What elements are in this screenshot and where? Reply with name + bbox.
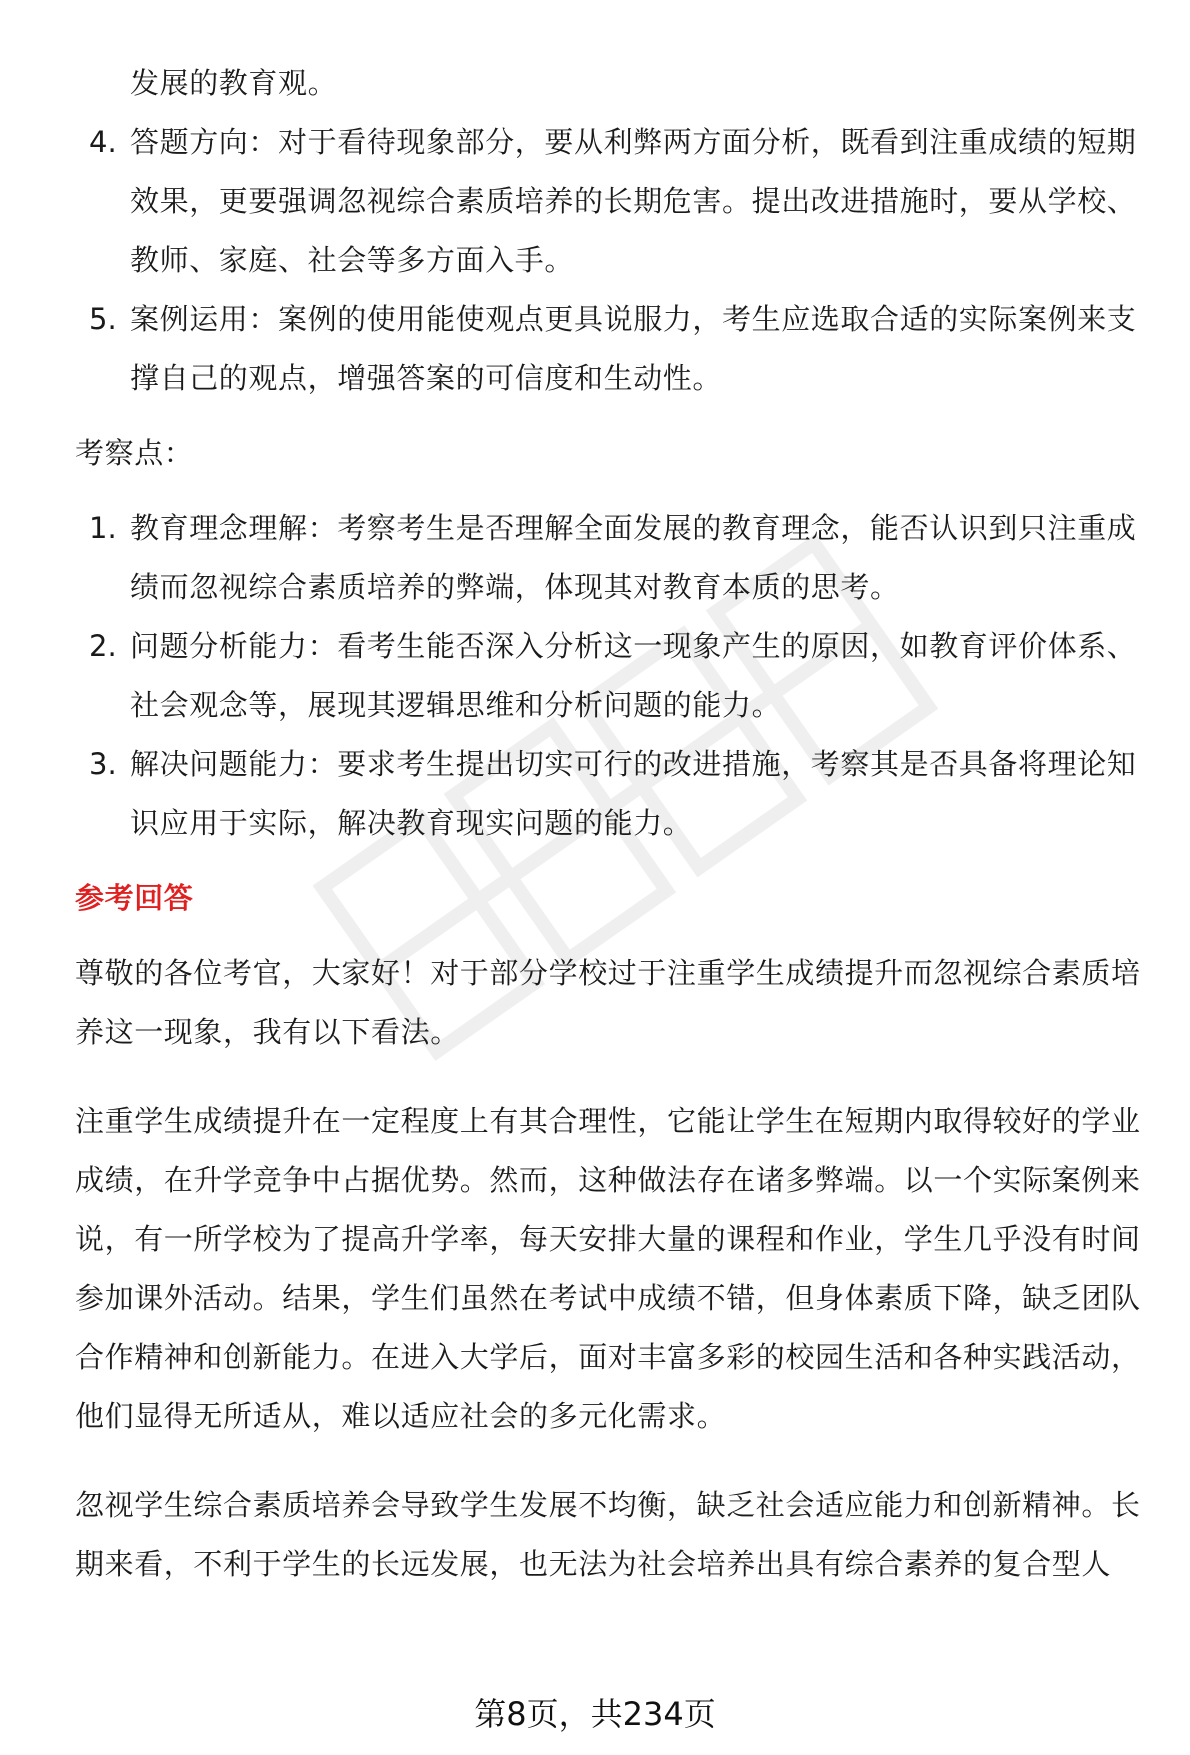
- list-text: 答题方向：对于看待现象部分，要从利弊两方面分析，既看到注重成绩的短期 效果，更要强调忽视综合素质培养的长期危害。提出改进措施时，要从学校、 教师、家庭、社会等多方面入手。: [130, 125, 1137, 277]
- list-number: 2.: [89, 629, 117, 663]
- list-text: 解决问题能力：要求考生提出切实可行的改进措施，考察其是否具备将理论知 识应用于实际，解决教育现实问题的能力。: [130, 747, 1137, 840]
- list-item: [75, 290, 1155, 408]
- answer-paragraph: 尊敬的各位考官，大家好！对于部分学校过于注重学生成绩提升而忽视综合素质培 养这一现象，我有以下看法。: [75, 956, 1141, 1049]
- list-text: 教育理念理解：考察考生是否理解全面发展的教育理念，能否认识到只注重成 绩而忽视综合素质培养的弊端，体现其对教育本质的思考。: [130, 511, 1137, 604]
- list-text: 问题分析能力：看考生能否深入分析这一现象产生的原因，如教育评价体系、 社会观念等，展现其逻辑思维和分析问题的能力。: [130, 629, 1137, 722]
- answer-paragraph: 忽视学生综合素质培养会导致学生发展不均衡，缺乏社会适应能力和创新精神。长 期来看，不利于学生的长远发展，也无法为社会培养出具有综合素养的复合型人: [75, 1488, 1141, 1581]
- assessment-points-list: [75, 499, 1155, 853]
- answer-heading: 参考回答: [75, 881, 194, 915]
- list-text: 案例运用：案例的使用能使观点更具说服力，考生应选取合适的实际案例来支 撑自己的观点，增强答案的可信度和生动性。: [130, 302, 1137, 395]
- list-item: [75, 499, 1155, 617]
- list-item: [75, 113, 1155, 290]
- list-item: [75, 617, 1155, 735]
- list-item: [75, 735, 1155, 853]
- continuation-line: 发展的教育观。: [130, 66, 338, 100]
- answer-paragraph: 注重学生成绩提升在一定程度上有其合理性，它能让学生在短期内取得较好的学业 成绩，在升学竞争中占据优势。然而，这种做法存在诸多弊端。以一个实际案例来 说，有一所学校为了提高升学率，每天安排大量的课程和作业，学生几乎没有时间 参加课外活动。结果，学生们虽然在考试中成绩不错，但身体素质下降，缺乏团队 合作精神和创新能力。在进入大学后，面对丰富多彩的校园生活和各种实践活动， 他们显得无所适从，难以适应社会的多元化需求。: [75, 1104, 1141, 1433]
- list-number: 1.: [89, 511, 117, 545]
- list-number: 5.: [89, 302, 117, 336]
- page-footer: 第8页，共234页: [474, 1695, 716, 1733]
- list-number: 4.: [89, 125, 117, 159]
- section-title-points: 考察点：: [75, 436, 194, 470]
- answer-tips-list: [75, 113, 1155, 408]
- document-body: [75, 54, 1155, 1594]
- list-number: 3.: [89, 747, 117, 781]
